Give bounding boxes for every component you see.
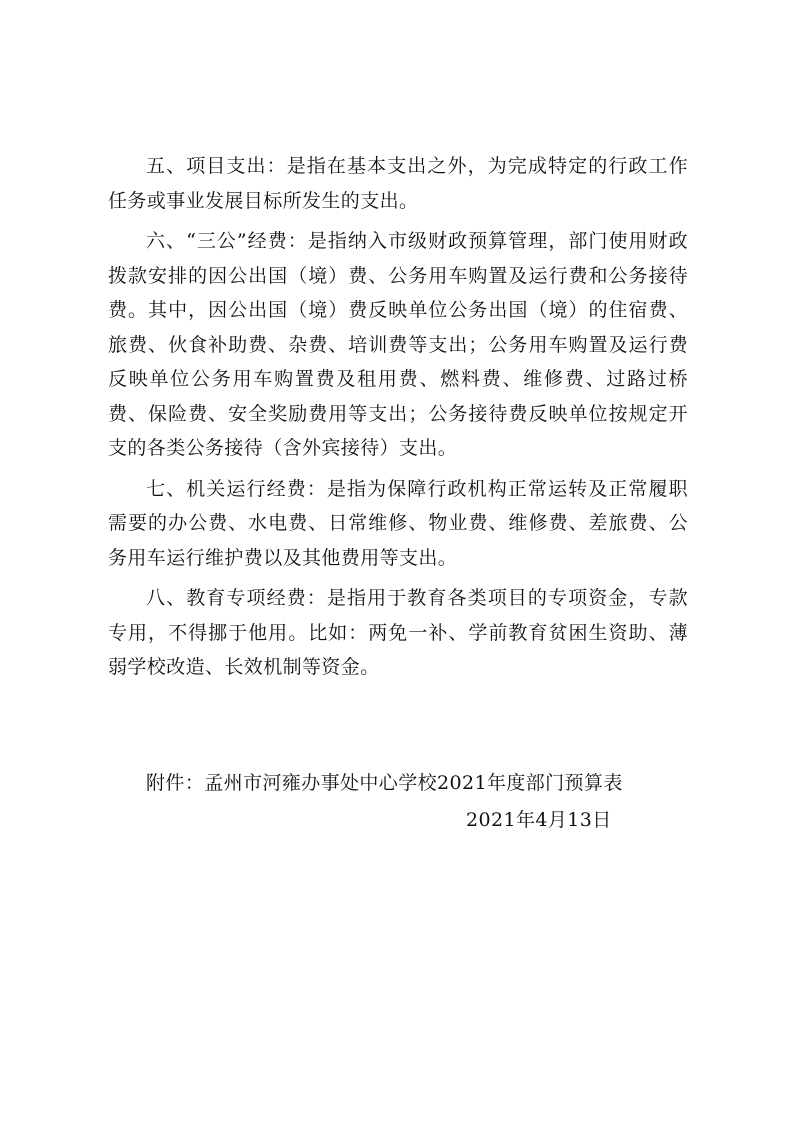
- document-date: 2021年4月13日: [466, 809, 612, 831]
- attachment-note: 附件：孟州市河雍办事处中心学校2021年度部门预算表: [146, 772, 623, 794]
- paragraph-office-operating-expenses: 七、机关运行经费：是指为保障行政机构正常运转及正常履职需要的办公费、水电费、日常维修、物业费、维修费、差旅费、公务用车运行维护费以及其他费用等支出。: [108, 477, 688, 569]
- document-body: [108, 149, 688, 691]
- paragraph-education-special-funds: 八、教育专项经费：是指用于教育各类项目的专项资金，专款专用，不得挪于他用。比如：两免一补、学前教育贫困生资助、薄弱学校改造、长效机制等资金。: [108, 587, 688, 678]
- paragraph-three-public-expenses: 六、“三公”经费：是指纳入市级财政预算管理，部门使用财政拨款安排的因公出国（境）费、公务用车购置及运行费和公务接待费。其中，因公出国（境）费反映单位公务出国（境）的住宿费、旅费、伙食补助费、杂费、培训费等支出；公务用车购置及运行费反映单位公务用车购置费及租用费、燃料费、维修费、过路过桥费、保险费、安全奖励费用等支出；公务接待费反映单位按规定开支的各类公务接待（含外宾接待）支出。: [108, 230, 688, 459]
- paragraph-project-expenditure: 五、项目支出：是指在基本支出之外，为完成特定的行政工作任务或事业发展目标所发生的支出。: [108, 155, 688, 212]
